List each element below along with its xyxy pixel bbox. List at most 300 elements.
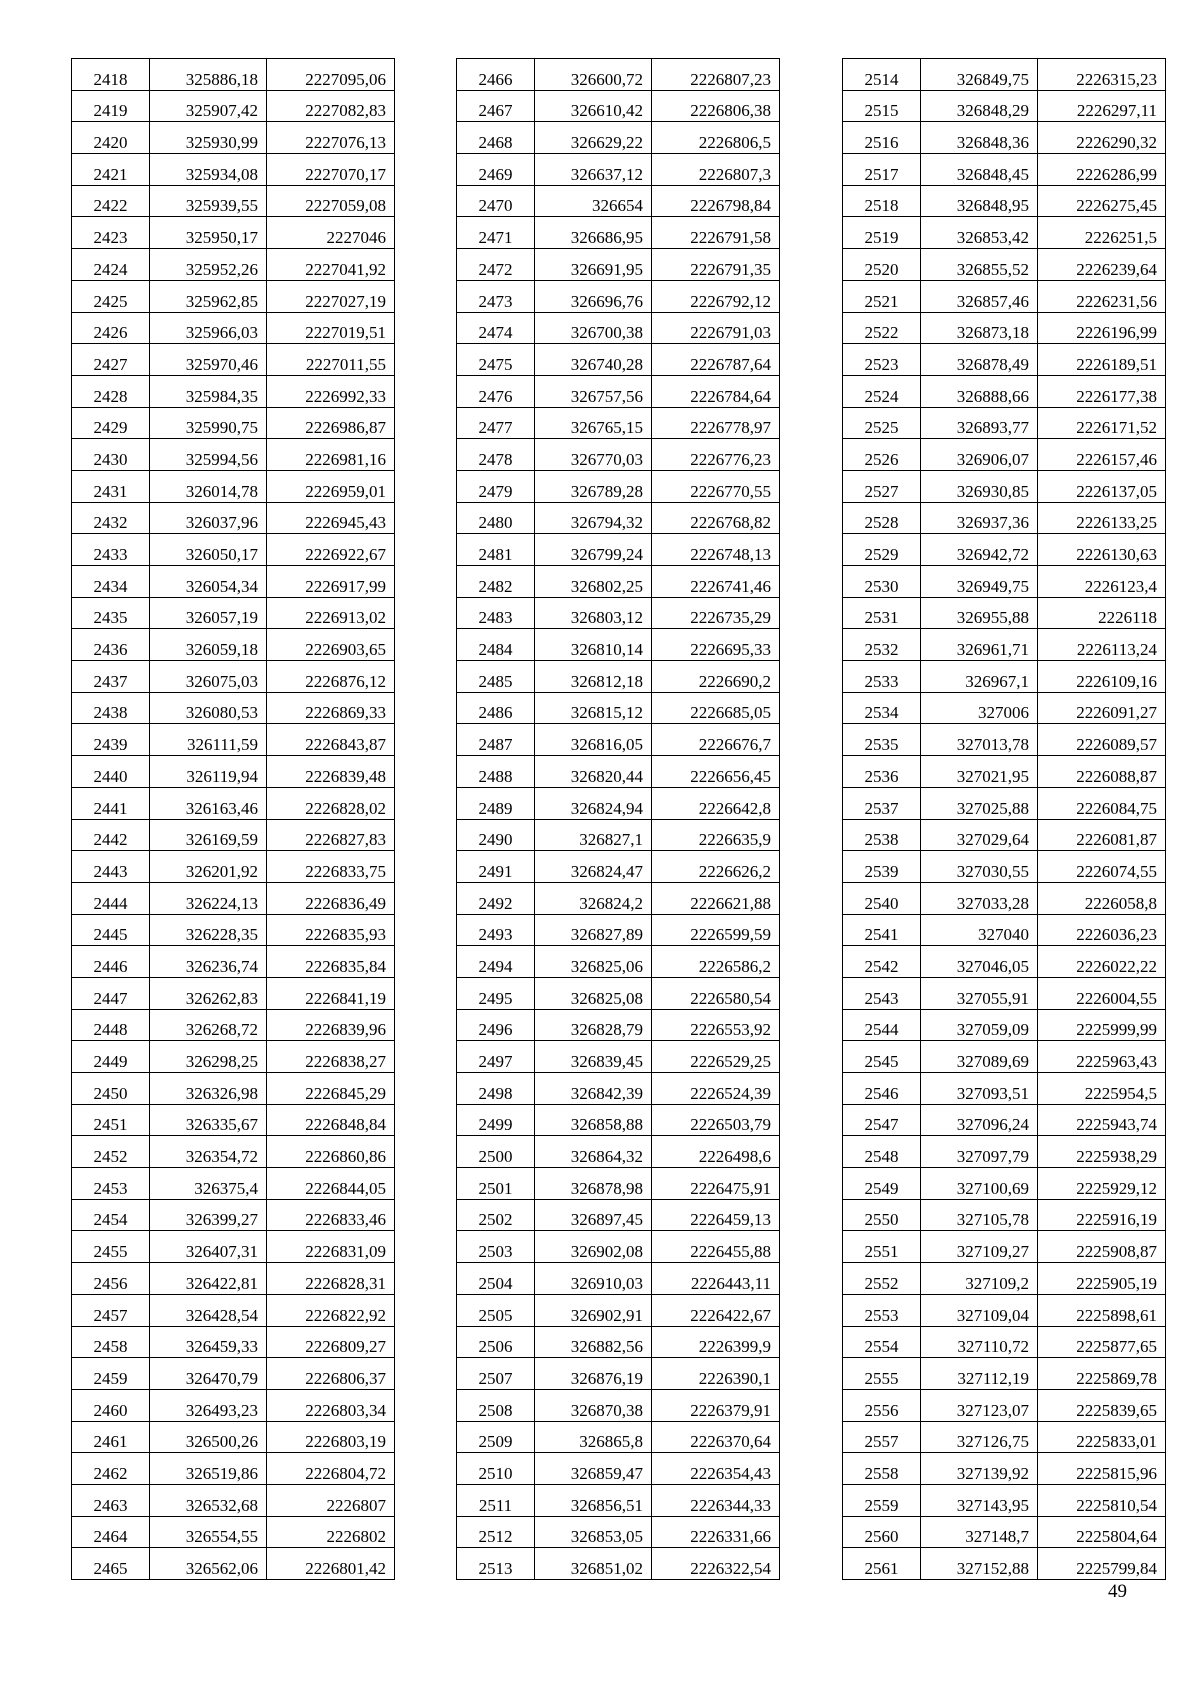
x-coordinate-cell: 326825,06 — [535, 946, 652, 978]
x-coordinate-cell: 326815,12 — [535, 692, 652, 724]
table-row — [72, 407, 395, 439]
point-number-cell: 2536 — [843, 756, 921, 788]
y-coordinate-cell: 2226074,55 — [1038, 851, 1166, 883]
table-row — [72, 1009, 395, 1041]
x-coordinate-cell: 327089,69 — [921, 1041, 1038, 1073]
x-coordinate-cell: 326828,79 — [535, 1009, 652, 1041]
x-coordinate-cell: 327105,78 — [921, 1199, 1038, 1231]
table-row — [843, 439, 1166, 471]
x-coordinate-cell: 326857,46 — [921, 280, 1038, 312]
table-row — [843, 502, 1166, 534]
x-coordinate-cell: 325984,35 — [150, 375, 267, 407]
table-row — [843, 1358, 1166, 1390]
x-coordinate-cell: 325962,85 — [150, 280, 267, 312]
y-coordinate-cell: 2226390,1 — [652, 1358, 780, 1390]
x-coordinate-cell: 326354,72 — [150, 1136, 267, 1168]
y-coordinate-cell: 2227070,17 — [267, 154, 395, 186]
point-number-cell: 2420 — [72, 122, 150, 154]
x-coordinate-cell: 327055,91 — [921, 977, 1038, 1009]
x-coordinate-cell: 326326,98 — [150, 1073, 267, 1105]
table-row — [72, 724, 395, 756]
y-coordinate-cell: 2226807,3 — [652, 154, 780, 186]
y-coordinate-cell: 2226792,12 — [652, 280, 780, 312]
coordinate-table-2 — [456, 58, 780, 1580]
table-row — [72, 1231, 395, 1263]
point-number-cell: 2545 — [843, 1041, 921, 1073]
point-number-cell: 2492 — [457, 882, 535, 914]
point-number-cell: 2523 — [843, 344, 921, 376]
table-row — [457, 1326, 780, 1358]
x-coordinate-cell: 326864,32 — [535, 1136, 652, 1168]
point-number-cell: 2431 — [72, 470, 150, 502]
point-number-cell: 2546 — [843, 1073, 921, 1105]
point-number-cell: 2511 — [457, 1484, 535, 1516]
point-number-cell: 2558 — [843, 1453, 921, 1485]
point-number-cell: 2547 — [843, 1104, 921, 1136]
point-number-cell: 2493 — [457, 914, 535, 946]
y-coordinate-cell: 2225804,64 — [1038, 1516, 1166, 1548]
table-row — [72, 819, 395, 851]
table-row — [843, 914, 1166, 946]
y-coordinate-cell: 2225898,61 — [1038, 1294, 1166, 1326]
point-number-cell: 2512 — [457, 1516, 535, 1548]
point-number-cell: 2533 — [843, 661, 921, 693]
x-coordinate-cell: 326500,26 — [150, 1421, 267, 1453]
table-row — [843, 1041, 1166, 1073]
y-coordinate-cell: 2226635,9 — [652, 819, 780, 851]
table-row — [457, 1294, 780, 1326]
table-row — [72, 312, 395, 344]
table-row — [72, 1168, 395, 1200]
x-coordinate-cell: 326236,74 — [150, 946, 267, 978]
x-coordinate-cell: 326057,19 — [150, 597, 267, 629]
point-number-cell: 2488 — [457, 756, 535, 788]
table-row — [843, 1516, 1166, 1548]
y-coordinate-cell: 2226642,8 — [652, 787, 780, 819]
y-coordinate-cell: 2226770,55 — [652, 470, 780, 502]
y-coordinate-cell: 2226841,19 — [267, 977, 395, 1009]
y-coordinate-cell: 2226344,33 — [652, 1484, 780, 1516]
point-number-cell: 2542 — [843, 946, 921, 978]
point-number-cell: 2426 — [72, 312, 150, 344]
table-row — [72, 692, 395, 724]
x-coordinate-cell: 326878,98 — [535, 1168, 652, 1200]
point-number-cell: 2479 — [457, 470, 535, 502]
y-coordinate-cell: 2226959,01 — [267, 470, 395, 502]
x-coordinate-cell: 326163,46 — [150, 787, 267, 819]
y-coordinate-cell: 2226443,11 — [652, 1263, 780, 1295]
table-row — [843, 1389, 1166, 1421]
point-number-cell: 2458 — [72, 1326, 150, 1358]
y-coordinate-cell: 2226089,57 — [1038, 724, 1166, 756]
table-row — [72, 1421, 395, 1453]
x-coordinate-cell: 327093,51 — [921, 1073, 1038, 1105]
table-row — [72, 597, 395, 629]
table-row — [843, 122, 1166, 154]
x-coordinate-cell: 325952,26 — [150, 249, 267, 281]
x-coordinate-cell: 326878,49 — [921, 344, 1038, 376]
y-coordinate-cell: 2226297,11 — [1038, 90, 1166, 122]
y-coordinate-cell: 2226803,19 — [267, 1421, 395, 1453]
table-row — [457, 439, 780, 471]
table-row — [843, 1136, 1166, 1168]
y-coordinate-cell: 2226839,48 — [267, 756, 395, 788]
table-row — [457, 756, 780, 788]
table-row — [457, 819, 780, 851]
x-coordinate-cell: 326858,88 — [535, 1104, 652, 1136]
point-number-cell: 2539 — [843, 851, 921, 883]
point-number-cell: 2459 — [72, 1358, 150, 1390]
point-number-cell: 2446 — [72, 946, 150, 978]
x-coordinate-cell: 326873,18 — [921, 312, 1038, 344]
table-row — [457, 1136, 780, 1168]
coordinate-table-body — [457, 59, 780, 1580]
y-coordinate-cell: 2225954,5 — [1038, 1073, 1166, 1105]
point-number-cell: 2541 — [843, 914, 921, 946]
table-row — [72, 629, 395, 661]
point-number-cell: 2494 — [457, 946, 535, 978]
point-number-cell: 2430 — [72, 439, 150, 471]
x-coordinate-cell: 326637,12 — [535, 154, 652, 186]
point-number-cell: 2478 — [457, 439, 535, 471]
x-coordinate-cell: 326812,18 — [535, 661, 652, 693]
x-coordinate-cell: 326119,94 — [150, 756, 267, 788]
table-row — [843, 1453, 1166, 1485]
x-coordinate-cell: 326851,02 — [535, 1548, 652, 1580]
x-coordinate-cell: 326740,28 — [535, 344, 652, 376]
x-coordinate-cell: 326696,76 — [535, 280, 652, 312]
table-row — [72, 946, 395, 978]
x-coordinate-cell: 325939,55 — [150, 185, 267, 217]
point-number-cell: 2475 — [457, 344, 535, 376]
table-row — [843, 1548, 1166, 1580]
table-row — [843, 249, 1166, 281]
x-coordinate-cell: 327030,55 — [921, 851, 1038, 883]
table-row — [457, 280, 780, 312]
table-row — [457, 946, 780, 978]
point-number-cell: 2552 — [843, 1263, 921, 1295]
y-coordinate-cell: 2226778,97 — [652, 407, 780, 439]
x-coordinate-cell: 326849,75 — [921, 59, 1038, 91]
point-number-cell: 2447 — [72, 977, 150, 1009]
x-coordinate-cell: 327143,95 — [921, 1484, 1038, 1516]
table-row — [72, 439, 395, 471]
table-row — [457, 122, 780, 154]
coordinate-table-3 — [842, 58, 1166, 1580]
x-coordinate-cell: 326470,79 — [150, 1358, 267, 1390]
x-coordinate-cell: 326897,45 — [535, 1199, 652, 1231]
point-number-cell: 2429 — [72, 407, 150, 439]
x-coordinate-cell: 326493,23 — [150, 1389, 267, 1421]
table-row — [843, 470, 1166, 502]
y-coordinate-cell: 2226354,43 — [652, 1453, 780, 1485]
point-number-cell: 2490 — [457, 819, 535, 851]
point-number-cell: 2442 — [72, 819, 150, 851]
y-coordinate-cell: 2226945,43 — [267, 502, 395, 534]
point-number-cell: 2548 — [843, 1136, 921, 1168]
y-coordinate-cell: 2226118 — [1038, 597, 1166, 629]
y-coordinate-cell: 2226036,23 — [1038, 914, 1166, 946]
point-number-cell: 2518 — [843, 185, 921, 217]
y-coordinate-cell: 2225810,54 — [1038, 1484, 1166, 1516]
point-number-cell: 2538 — [843, 819, 921, 851]
x-coordinate-cell: 327033,28 — [921, 882, 1038, 914]
point-number-cell: 2418 — [72, 59, 150, 91]
y-coordinate-cell: 2226848,84 — [267, 1104, 395, 1136]
table-row — [457, 1073, 780, 1105]
x-coordinate-cell: 326700,38 — [535, 312, 652, 344]
table-row — [843, 946, 1166, 978]
x-coordinate-cell: 326654 — [535, 185, 652, 217]
y-coordinate-cell: 2225938,29 — [1038, 1136, 1166, 1168]
point-number-cell: 2473 — [457, 280, 535, 312]
point-number-cell: 2484 — [457, 629, 535, 661]
y-coordinate-cell: 2226379,91 — [652, 1389, 780, 1421]
point-number-cell: 2553 — [843, 1294, 921, 1326]
x-coordinate-cell: 326937,36 — [921, 502, 1038, 534]
y-coordinate-cell: 2226836,49 — [267, 882, 395, 914]
y-coordinate-cell: 2225943,74 — [1038, 1104, 1166, 1136]
point-number-cell: 2466 — [457, 59, 535, 91]
y-coordinate-cell: 2226157,46 — [1038, 439, 1166, 471]
point-number-cell: 2489 — [457, 787, 535, 819]
table-row — [72, 122, 395, 154]
table-row — [457, 1231, 780, 1263]
point-number-cell: 2486 — [457, 692, 535, 724]
table-row — [72, 1263, 395, 1295]
x-coordinate-cell: 327139,92 — [921, 1453, 1038, 1485]
y-coordinate-cell: 2226791,58 — [652, 217, 780, 249]
point-number-cell: 2508 — [457, 1389, 535, 1421]
point-number-cell: 2557 — [843, 1421, 921, 1453]
y-coordinate-cell: 2226833,75 — [267, 851, 395, 883]
y-coordinate-cell: 2226741,46 — [652, 566, 780, 598]
point-number-cell: 2505 — [457, 1294, 535, 1326]
x-coordinate-cell: 326169,59 — [150, 819, 267, 851]
table-row — [457, 217, 780, 249]
y-coordinate-cell: 2226807 — [267, 1484, 395, 1516]
y-coordinate-cell: 2227041,92 — [267, 249, 395, 281]
y-coordinate-cell: 2226822,92 — [267, 1294, 395, 1326]
y-coordinate-cell: 2226503,79 — [652, 1104, 780, 1136]
x-coordinate-cell: 326955,88 — [921, 597, 1038, 629]
point-number-cell: 2456 — [72, 1263, 150, 1295]
x-coordinate-cell: 326399,27 — [150, 1199, 267, 1231]
x-coordinate-cell: 326855,52 — [921, 249, 1038, 281]
point-number-cell: 2560 — [843, 1516, 921, 1548]
table-row — [457, 1104, 780, 1136]
y-coordinate-cell: 2227011,55 — [267, 344, 395, 376]
y-coordinate-cell: 2226776,23 — [652, 439, 780, 471]
page-number: 49 — [1108, 1581, 1127, 1602]
y-coordinate-cell: 2226828,02 — [267, 787, 395, 819]
point-number-cell: 2500 — [457, 1136, 535, 1168]
x-coordinate-cell: 325950,17 — [150, 217, 267, 249]
table-row — [843, 851, 1166, 883]
y-coordinate-cell: 2226768,82 — [652, 502, 780, 534]
point-number-cell: 2549 — [843, 1168, 921, 1200]
y-coordinate-cell: 2226903,65 — [267, 629, 395, 661]
table-row — [843, 1009, 1166, 1041]
table-row — [72, 787, 395, 819]
y-coordinate-cell: 2226599,59 — [652, 914, 780, 946]
table-row — [72, 185, 395, 217]
y-coordinate-cell: 2226239,64 — [1038, 249, 1166, 281]
x-coordinate-cell: 326224,13 — [150, 882, 267, 914]
point-number-cell: 2457 — [72, 1294, 150, 1326]
y-coordinate-cell: 2226845,29 — [267, 1073, 395, 1105]
y-coordinate-cell: 2226791,03 — [652, 312, 780, 344]
table-row — [72, 502, 395, 534]
table-row — [72, 344, 395, 376]
point-number-cell: 2469 — [457, 154, 535, 186]
point-number-cell: 2449 — [72, 1041, 150, 1073]
point-number-cell: 2517 — [843, 154, 921, 186]
point-number-cell: 2483 — [457, 597, 535, 629]
point-number-cell: 2524 — [843, 375, 921, 407]
y-coordinate-cell: 2226695,33 — [652, 629, 780, 661]
y-coordinate-cell: 2226992,33 — [267, 375, 395, 407]
point-number-cell: 2452 — [72, 1136, 150, 1168]
x-coordinate-cell: 326859,47 — [535, 1453, 652, 1485]
table-row — [843, 1231, 1166, 1263]
y-coordinate-cell: 2226084,75 — [1038, 787, 1166, 819]
x-coordinate-cell: 326888,66 — [921, 375, 1038, 407]
table-row — [457, 1453, 780, 1485]
y-coordinate-cell: 2226022,22 — [1038, 946, 1166, 978]
x-coordinate-cell: 326562,06 — [150, 1548, 267, 1580]
x-coordinate-cell: 327152,88 — [921, 1548, 1038, 1580]
x-coordinate-cell: 326848,36 — [921, 122, 1038, 154]
table-row — [72, 1294, 395, 1326]
table-row — [72, 375, 395, 407]
x-coordinate-cell: 326228,35 — [150, 914, 267, 946]
table-row — [457, 407, 780, 439]
y-coordinate-cell: 2226804,72 — [267, 1453, 395, 1485]
table-row — [72, 1548, 395, 1580]
point-number-cell: 2555 — [843, 1358, 921, 1390]
table-row — [843, 977, 1166, 1009]
y-coordinate-cell: 2227095,06 — [267, 59, 395, 91]
point-number-cell: 2556 — [843, 1389, 921, 1421]
y-coordinate-cell: 2226833,46 — [267, 1199, 395, 1231]
y-coordinate-cell: 2226809,27 — [267, 1326, 395, 1358]
x-coordinate-cell: 326824,47 — [535, 851, 652, 883]
point-number-cell: 2501 — [457, 1168, 535, 1200]
point-number-cell: 2485 — [457, 661, 535, 693]
y-coordinate-cell: 2226801,42 — [267, 1548, 395, 1580]
x-coordinate-cell: 326942,72 — [921, 534, 1038, 566]
point-number-cell: 2497 — [457, 1041, 535, 1073]
table-row — [457, 1199, 780, 1231]
point-number-cell: 2544 — [843, 1009, 921, 1041]
x-coordinate-cell: 326037,96 — [150, 502, 267, 534]
table-row — [457, 502, 780, 534]
y-coordinate-cell: 2225839,65 — [1038, 1389, 1166, 1421]
x-coordinate-cell: 326335,67 — [150, 1104, 267, 1136]
x-coordinate-cell: 326803,12 — [535, 597, 652, 629]
point-number-cell: 2519 — [843, 217, 921, 249]
table-row — [72, 661, 395, 693]
table-row — [457, 1009, 780, 1041]
y-coordinate-cell: 2225929,12 — [1038, 1168, 1166, 1200]
x-coordinate-cell: 326853,05 — [535, 1516, 652, 1548]
point-number-cell: 2472 — [457, 249, 535, 281]
y-coordinate-cell: 2225799,84 — [1038, 1548, 1166, 1580]
y-coordinate-cell: 2226831,09 — [267, 1231, 395, 1263]
y-coordinate-cell: 2226322,54 — [652, 1548, 780, 1580]
x-coordinate-cell: 326407,31 — [150, 1231, 267, 1263]
point-number-cell: 2507 — [457, 1358, 535, 1390]
x-coordinate-cell: 325994,56 — [150, 439, 267, 471]
y-coordinate-cell: 2226315,23 — [1038, 59, 1166, 91]
y-coordinate-cell: 2225999,99 — [1038, 1009, 1166, 1041]
point-number-cell: 2422 — [72, 185, 150, 217]
y-coordinate-cell: 2226123,4 — [1038, 566, 1166, 598]
table-row — [843, 692, 1166, 724]
table-row — [72, 154, 395, 186]
x-coordinate-cell: 327029,64 — [921, 819, 1038, 851]
y-coordinate-cell: 2226189,51 — [1038, 344, 1166, 376]
y-coordinate-cell: 2226586,2 — [652, 946, 780, 978]
point-number-cell: 2454 — [72, 1199, 150, 1231]
y-coordinate-cell: 2226399,9 — [652, 1326, 780, 1358]
point-number-cell: 2550 — [843, 1199, 921, 1231]
table-row — [843, 819, 1166, 851]
point-number-cell: 2443 — [72, 851, 150, 883]
table-row — [843, 756, 1166, 788]
point-number-cell: 2476 — [457, 375, 535, 407]
point-number-cell: 2559 — [843, 1484, 921, 1516]
table-row — [843, 1104, 1166, 1136]
x-coordinate-cell: 326848,95 — [921, 185, 1038, 217]
x-coordinate-cell: 326802,25 — [535, 566, 652, 598]
x-coordinate-cell: 327109,2 — [921, 1263, 1038, 1295]
x-coordinate-cell: 327126,75 — [921, 1421, 1038, 1453]
point-number-cell: 2434 — [72, 566, 150, 598]
table-row — [843, 90, 1166, 122]
table-row — [72, 566, 395, 598]
point-number-cell: 2440 — [72, 756, 150, 788]
y-coordinate-cell: 2226869,33 — [267, 692, 395, 724]
y-coordinate-cell: 2226807,23 — [652, 59, 780, 91]
table-row — [72, 249, 395, 281]
y-coordinate-cell: 2226455,88 — [652, 1231, 780, 1263]
x-coordinate-cell: 326906,07 — [921, 439, 1038, 471]
coordinate-table-body — [843, 59, 1166, 1580]
table-row — [72, 1073, 395, 1105]
point-number-cell: 2482 — [457, 566, 535, 598]
x-coordinate-cell: 326930,85 — [921, 470, 1038, 502]
table-row — [72, 1516, 395, 1548]
x-coordinate-cell: 327006 — [921, 692, 1038, 724]
x-coordinate-cell: 325930,99 — [150, 122, 267, 154]
table-row — [457, 154, 780, 186]
point-number-cell: 2498 — [457, 1073, 535, 1105]
x-coordinate-cell: 327110,72 — [921, 1326, 1038, 1358]
x-coordinate-cell: 326201,92 — [150, 851, 267, 883]
table-row — [843, 344, 1166, 376]
y-coordinate-cell: 2226981,16 — [267, 439, 395, 471]
point-number-cell: 2495 — [457, 977, 535, 1009]
y-coordinate-cell: 2226130,63 — [1038, 534, 1166, 566]
table-row — [457, 249, 780, 281]
point-number-cell: 2477 — [457, 407, 535, 439]
table-row — [457, 1548, 780, 1580]
point-number-cell: 2461 — [72, 1421, 150, 1453]
y-coordinate-cell: 2226685,05 — [652, 692, 780, 724]
y-coordinate-cell: 2226844,05 — [267, 1168, 395, 1200]
